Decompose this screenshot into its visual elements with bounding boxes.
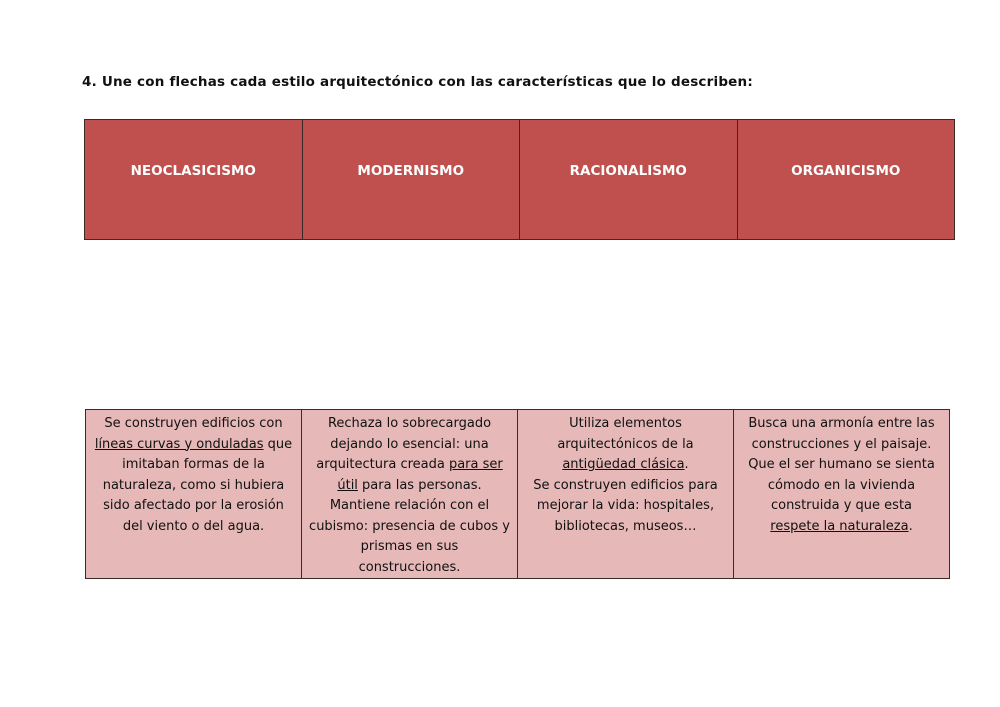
desc4-line: construcciones y el paisaje. (751, 436, 932, 452)
desc1-line: imitaban formas de la (122, 457, 265, 472)
desc2-text: arquitectura creada (316, 457, 449, 472)
style-neoclasicismo[interactable]: NEOCLASICISMO (85, 120, 303, 240)
desc3-line: mejorar la vida: hospitales, (536, 498, 715, 513)
desc2-line: prismas en sus construcciones. (358, 539, 461, 575)
desc4-line: Busca una armonía entre las (748, 416, 935, 431)
desc1-line (92, 435, 295, 456)
desc2-underlined: útil (337, 477, 358, 493)
desc2-line: cubismo: presencia de cubos y (309, 518, 510, 534)
desc2-line: Mantiene relación con el (329, 498, 490, 513)
desc2-underlined: para ser (448, 457, 503, 472)
desc2-line (308, 455, 511, 476)
desc2-line: Rechaza lo sobrecargado (327, 416, 492, 431)
desc4-line (740, 517, 943, 538)
exercise-instruction: 4. Une con flechas cada estilo arquitectónico con las características que lo describen: (82, 74, 753, 90)
desc3-underlined: antigüedad clásica (562, 457, 685, 472)
desc1-line: naturaleza, como si hubiera (102, 477, 285, 493)
desc4-underlined: respete la naturaleza (770, 518, 909, 534)
desc4-line: Que el ser humano se sienta (748, 457, 935, 472)
description-2[interactable] (302, 410, 518, 579)
desc3-line: arquitectónicos de la (557, 436, 694, 452)
description-3[interactable] (518, 410, 734, 579)
desc2-line (308, 476, 511, 497)
desc2-text: para las personas. (357, 477, 482, 493)
desc4-line: construida y que esta (770, 498, 913, 513)
style-organicismo[interactable]: ORGANICISMO (737, 120, 955, 240)
desc1-line: Se construyen edificios con (104, 416, 283, 431)
styles-table (84, 119, 955, 240)
desc3-line (524, 455, 727, 476)
description-1[interactable] (86, 410, 302, 579)
desc3-line: bibliotecas, museos… (554, 518, 697, 534)
desc1-line: del viento o del agua. (122, 518, 265, 534)
desc3-line: Se construyen edificios para (533, 477, 718, 493)
desc1-underlined: líneas curvas y onduladas (94, 436, 264, 452)
desc4-line: cómodo en la vivienda (767, 477, 916, 493)
desc3-line: Utiliza elementos (569, 416, 682, 431)
style-racionalismo[interactable]: RACIONALISMO (520, 120, 738, 240)
descriptions-table (85, 409, 950, 579)
desc1-text: que (263, 436, 293, 452)
desc1-line: sido afectado por la erosión (103, 498, 284, 513)
desc3-text: . (684, 457, 689, 472)
desc2-line: dejando lo esencial: una (330, 436, 489, 452)
style-modernismo[interactable]: MODERNISMO (302, 120, 520, 240)
desc4-text: . (908, 518, 913, 534)
description-4[interactable] (734, 410, 950, 579)
